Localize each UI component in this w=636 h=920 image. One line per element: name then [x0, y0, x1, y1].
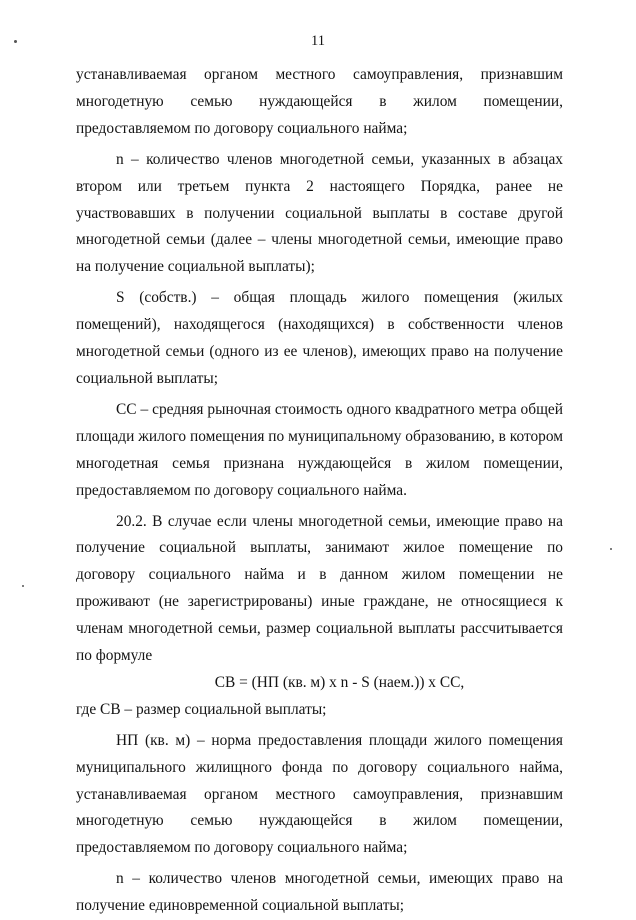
scan-speck: [14, 40, 17, 43]
paragraph-20-2: 20.2. В случае если члены многодетной семьи, имеющие право на получение социальной выплаты, занимают жилое помещение по договору социального найма и в данном жилом помещении не проживают (не зарегистрированы) иные граждане, не относящиеся к членам многодетной семьи, размер социальной выплаты рассчитывается по формуле: [76, 512, 563, 665]
paragraph-n-definition-2: n – количество членов многодетной семьи, имеющих право на получение единовременной социальной выплаты;: [76, 870, 563, 915]
paragraph-sv-definition: где СВ – размер социальной выплаты;: [76, 700, 327, 718]
scan-speck: [610, 548, 612, 550]
paragraph-n-definition: n – количество членов многодетной семьи, указанных в абзацах втором или третьем пункта 2 настоящего Порядка, ранее не участвовавших в получении социальной выплаты в составе другой многодетной семьи (далее – члены многодетной семьи, имеющие право на получение социальной выплаты);: [76, 150, 563, 276]
paragraph-np-definition: НП (кв. м) – норма предоставления площади жилого помещения муниципального жилищного фонда по договору социального найма, устанавливаемая органом местного самоуправления, признавшим многодетную семью нуждающейся в жилом помещении, предоставляемом по договору социального найма;: [76, 731, 563, 857]
document-body: [76, 62, 563, 920]
paragraph-continuation: устанавливаемая органом местного самоуправления, признавшим многодетную семью нуждающейся в жилом помещении, предоставляемом по договору социального найма;: [76, 66, 563, 137]
paragraph-s-definition: S (собств.) – общая площадь жилого помещения (жилых помещений), находящегося (находящихся) в собственности членов многодетной семьи (одного из ее членов), имеющих право на получение социальной выплаты;: [76, 289, 563, 387]
paragraph-cc-definition: СС – средняя рыночная стоимость одного квадратного метра общей площади жилого помещения по муниципальному образованию, в котором многодетная семья признана нуждающейся в жилом помещении, предоставляемом по договору социального найма.: [76, 400, 563, 499]
scan-speck: [22, 585, 24, 587]
formula: СВ = (НП (кв. м) x n - S (наем.)) x СС,: [214, 673, 465, 691]
page-number: 11: [311, 33, 325, 49]
